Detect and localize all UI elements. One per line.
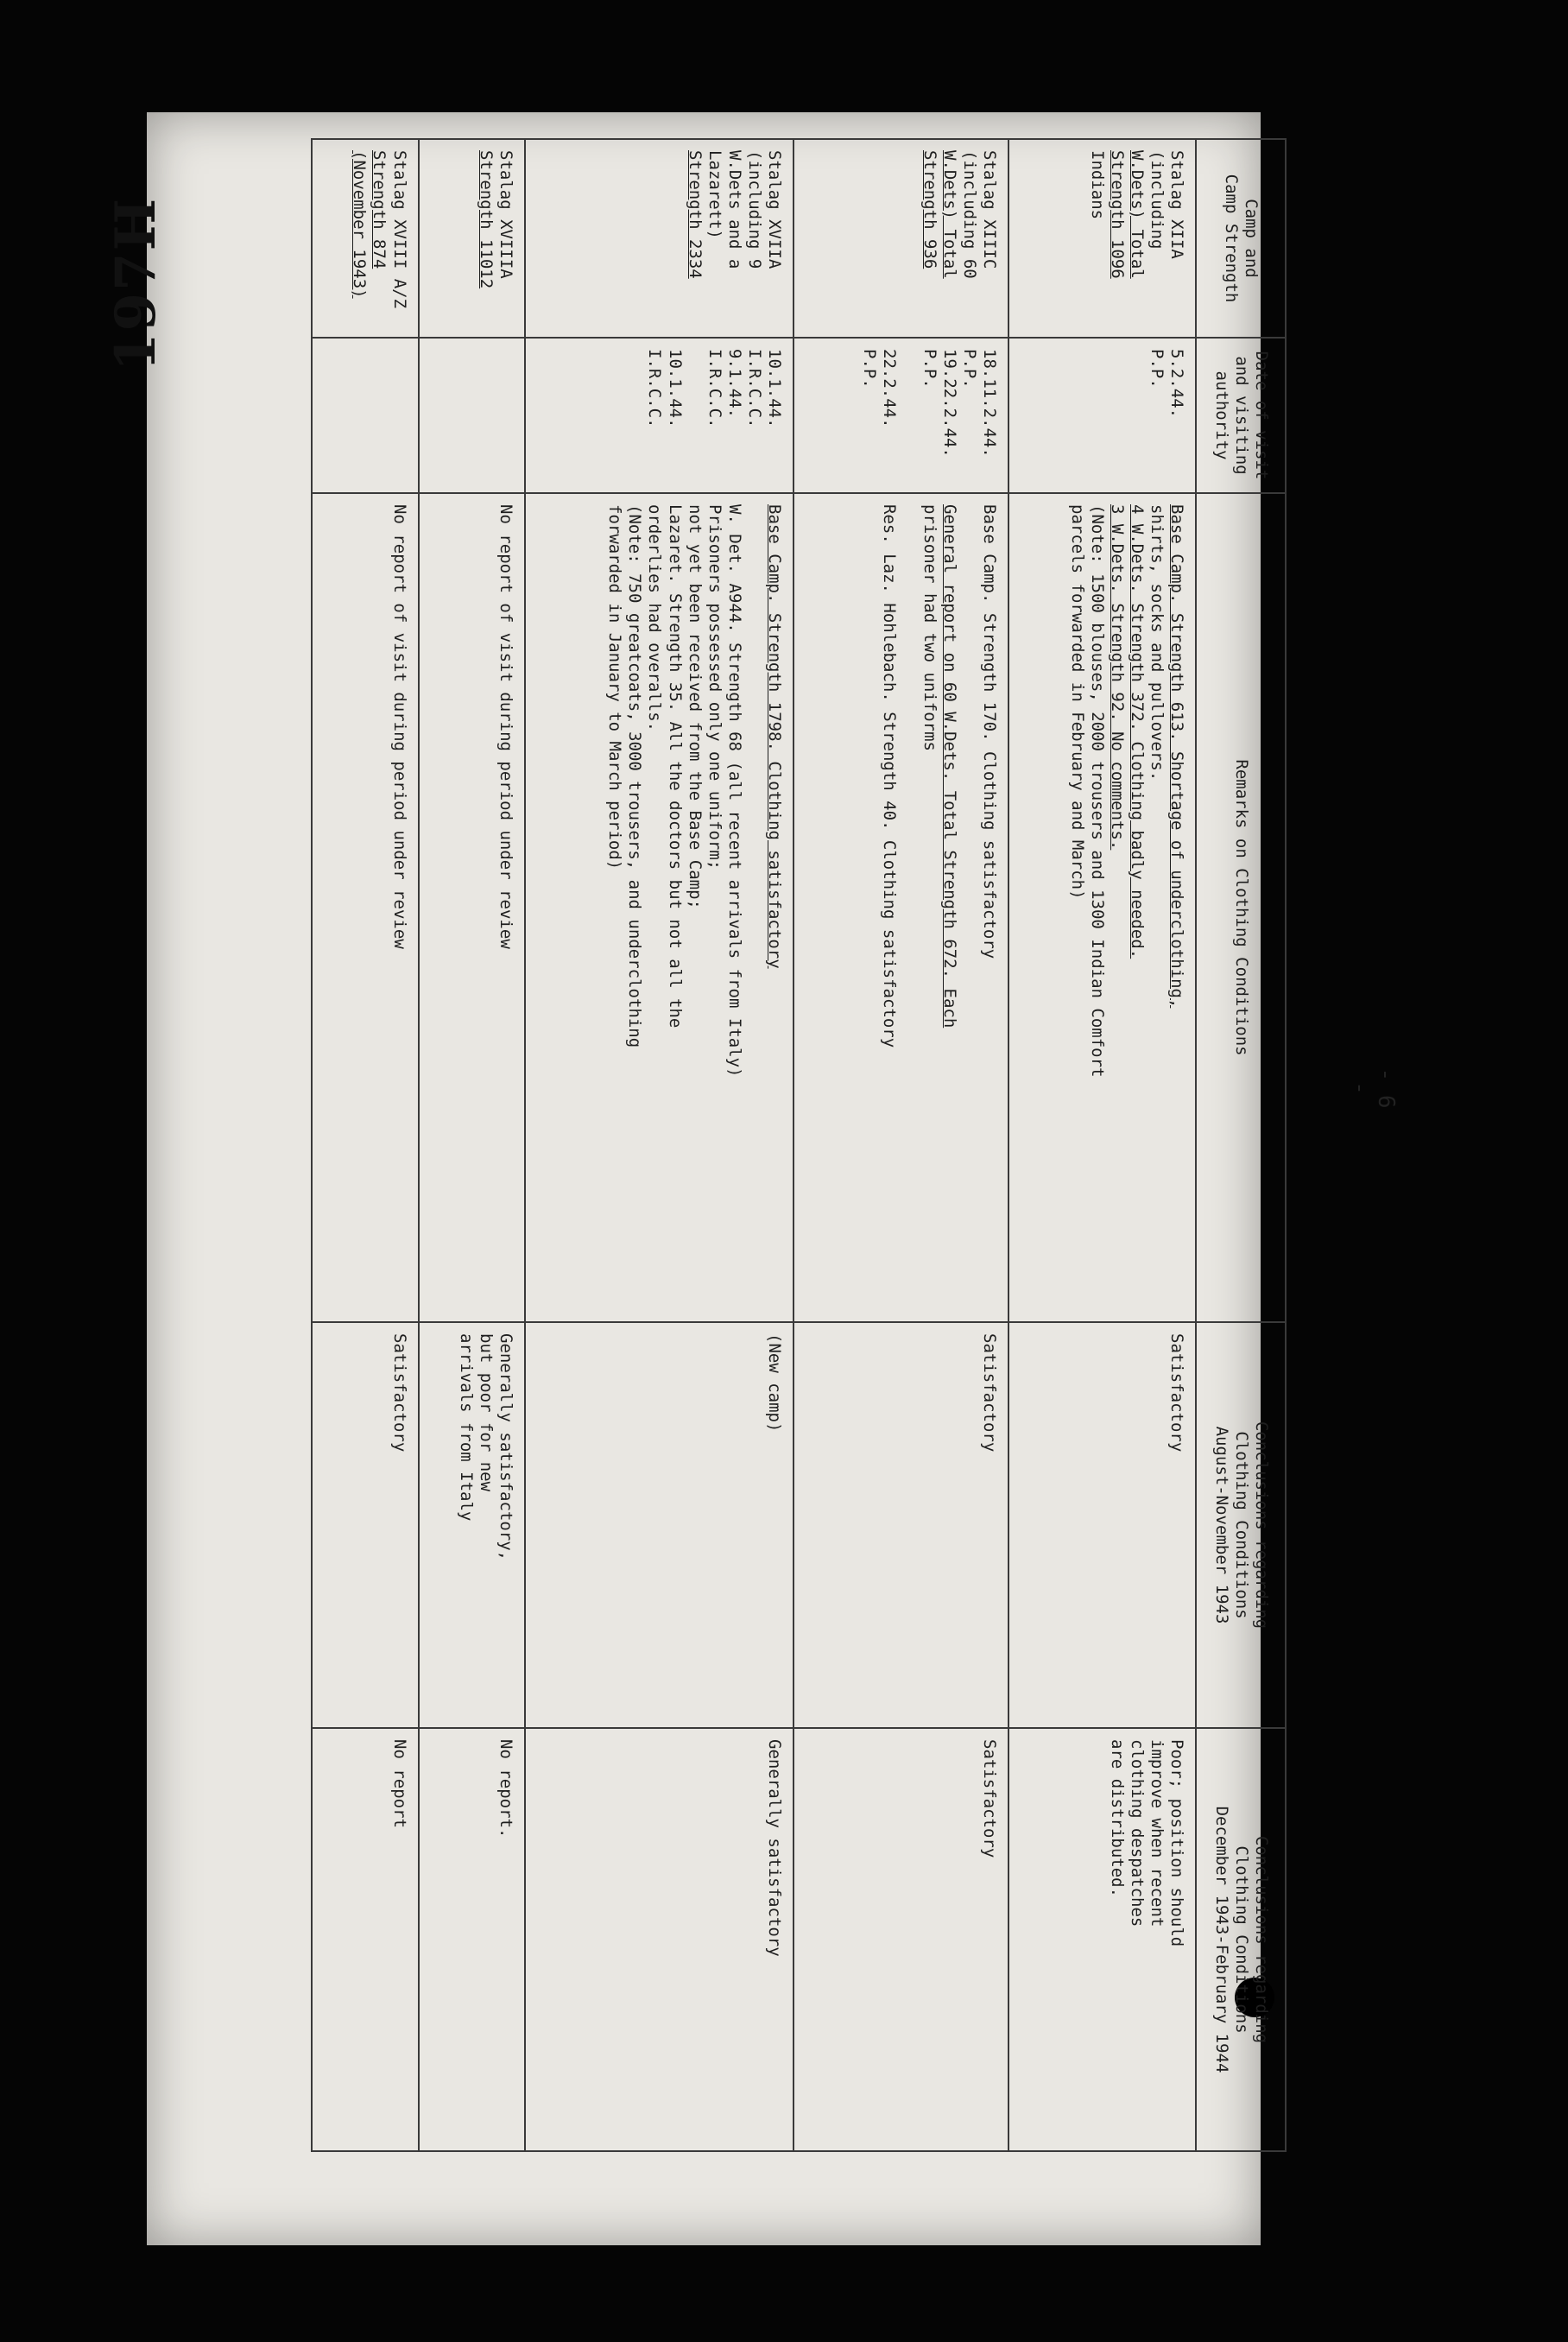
remarks-cell-line: prisoner had two uniforms <box>920 504 939 751</box>
remarks-cell-line: (Note: 1500 blouses, 2000 trousers and 1300 Indian Comfort <box>1087 504 1107 1078</box>
remarks-cell-line: General report on 60 W.Dets. Total Strength 672. Each <box>939 504 959 1029</box>
remarks-cell-line <box>959 504 979 1311</box>
page-number: - 6 - <box>1347 1067 1399 1109</box>
camp-cell-line: Stalag XIIA <box>1167 150 1187 259</box>
remarks-cell-line <box>744 504 764 1311</box>
camp-cell <box>312 139 419 338</box>
conclusion-dec-feb-cell-line: Satisfactory <box>980 1739 1000 1858</box>
table-row <box>312 139 419 2151</box>
remarks-cell-line: No report of visit during period under review <box>389 504 409 949</box>
conclusion-dec-feb-cell <box>419 1728 526 2151</box>
remarks-cell <box>419 493 526 1322</box>
date-cell-line: I.R.C.C. <box>705 349 724 428</box>
conclusion-dec-feb-cell <box>525 1728 793 2151</box>
remarks-cell-line: Base Camp. Strength 613. Shortage of underclothing, <box>1167 504 1187 1009</box>
conclusion-aug-nov-cell <box>525 1322 793 1728</box>
date-cell-line: 18.11.2.44. <box>980 349 1000 458</box>
date-cell <box>312 338 419 493</box>
camp-cell-line: W.Dets) Total <box>939 150 959 279</box>
conclusion-dec-feb-cell <box>1008 1728 1196 2151</box>
remarks-cell-line: parcels forwarded in February and March) <box>1067 504 1087 900</box>
header-conclusions-aug-nov: Conclusions regarding Clothing Conditions August-November 1943 <box>1196 1322 1286 1728</box>
camp-cell-line: Lazarett) <box>705 150 724 239</box>
remarks-cell-line: (Note: 750 greatcoats, 3000 trousers, and underclothing <box>625 504 645 1048</box>
date-cell <box>793 338 1008 493</box>
date-cell-line: 10.1.44. <box>665 349 685 428</box>
header-conclusions-dec-feb: Conclusions regarding Clothing Conditions December 1943-February 1944 <box>1196 1728 1286 2151</box>
table-row <box>419 139 526 2151</box>
camp-cell-line: Strength 1096 <box>1107 150 1127 279</box>
remarks-cell-line: Lazaret. Strength 35. All the doctors but not all the <box>665 504 685 1029</box>
conclusion-aug-nov-cell-line: Generally satisfactory, <box>496 1333 516 1561</box>
remarks-cell <box>525 493 793 1322</box>
camp-cell-line: Strength 936 <box>920 150 939 269</box>
remarks-cell-line: shirts, socks and pullovers. <box>1148 504 1167 782</box>
date-cell-line: 5.2.44. <box>1167 349 1187 419</box>
remarks-cell <box>1008 493 1196 1322</box>
remarks-cell-line: Prisoners possessed only one uniform; <box>705 504 724 870</box>
remarks-cell <box>793 493 1008 1322</box>
camp-cell <box>1008 139 1196 338</box>
date-cell <box>1008 338 1196 493</box>
conclusion-dec-feb-cell-line: No report <box>389 1739 409 1828</box>
camp-cell-line: W.Dets) Total <box>1128 150 1148 279</box>
header-row <box>1196 139 1286 2151</box>
conclusion-aug-nov-cell <box>312 1322 419 1728</box>
date-cell-line: 9.1.44. <box>725 349 745 419</box>
header-date: Date of visit and visiting authority <box>1196 338 1286 493</box>
camp-cell-line: Strength 11012 <box>476 150 496 289</box>
handwritten-page-number: 197H <box>104 196 168 371</box>
table-row <box>793 139 1008 2151</box>
date-cell-line: P.P. <box>959 349 979 389</box>
camp-cell <box>793 139 1008 338</box>
remarks-cell-line <box>899 504 919 1311</box>
header-remarks: Remarks on Clothing Conditions <box>1196 493 1286 1322</box>
date-cell-line: 19.22.2.44. <box>939 349 959 458</box>
date-cell-line: P.P. <box>1148 349 1167 389</box>
camp-cell-line: (including 9 <box>745 150 765 269</box>
date-cell-line: I.R.C.C. <box>645 349 665 428</box>
remarks-cell-line: Res. Laz. Hohlebach. Strength 40. Clothing satisfactory <box>880 504 900 1048</box>
remarks-cell-line: Base Camp. Strength 1798. Clothing satisfactory <box>765 504 785 969</box>
camp-cell-line: Strength 874 <box>370 150 389 269</box>
remarks-cell <box>312 493 419 1322</box>
remarks-cell-line: forwarded in January to March period) <box>605 504 625 870</box>
camp-cell-line: W.Dets and a <box>725 150 745 269</box>
conclusion-dec-feb-cell-line: Generally satisfactory <box>765 1739 785 1957</box>
conclusion-dec-feb-cell <box>793 1728 1008 2151</box>
date-cell-line: P.P. <box>920 349 939 389</box>
camp-cell <box>525 139 793 338</box>
date-cell <box>419 338 526 493</box>
conclusion-aug-nov-cell-line: but poor for new <box>476 1333 496 1492</box>
remarks-cell-line: orderlies had overalls. <box>645 504 665 732</box>
camp-cell-line: (including 60 <box>959 150 979 279</box>
camp-cell-line: Stalag XVIII A/Z <box>389 150 409 309</box>
date-cell-line: 10.1.44. <box>765 349 785 428</box>
conclusion-dec-feb-cell-line: improve when recent <box>1148 1739 1167 1927</box>
date-cell <box>525 338 793 493</box>
conclusion-aug-nov-cell-line: Satisfactory <box>1167 1333 1187 1453</box>
clothing-conditions-table-wrap <box>311 138 1287 2150</box>
date-cell-line: P.P. <box>860 349 880 389</box>
camp-cell-line: Stalag XVIIA <box>765 150 785 269</box>
conclusion-aug-nov-cell-line: Satisfactory <box>389 1333 409 1453</box>
date-cell-line <box>899 349 919 482</box>
conclusion-dec-feb-cell-line: No report. <box>496 1739 516 1839</box>
conclusion-aug-nov-cell-line: arrivals from Italy <box>456 1333 476 1522</box>
conclusion-dec-feb-cell-line: clothing despatches <box>1128 1739 1148 1927</box>
conclusion-dec-feb-cell-line: Poor; position should <box>1167 1739 1187 1947</box>
remarks-cell-line: W. Det. A944. Strength 68 (all recent arrivals from Italy) <box>725 504 745 1078</box>
conclusion-dec-feb-cell <box>312 1728 419 2151</box>
remarks-cell-line: 3 W.Dets. Strength 92. No comments. <box>1107 504 1127 851</box>
camp-cell <box>419 139 526 338</box>
camp-cell-line: (November 1943) <box>350 150 370 299</box>
header-camp: Camp and Camp Strength <box>1196 139 1286 338</box>
conclusion-aug-nov-cell <box>1008 1322 1196 1728</box>
conclusion-dec-feb-cell-line: are distributed. <box>1107 1739 1127 1898</box>
remarks-cell-line: not yet been received from the Base Camp; <box>685 504 705 909</box>
clothing-conditions-table <box>311 138 1287 2152</box>
camp-cell-line: Stalag XIIIC <box>980 150 1000 269</box>
date-cell-line <box>685 349 705 482</box>
table-row <box>525 139 793 2151</box>
camp-cell-line: Strength 2334 <box>685 150 705 279</box>
date-cell-line: I.R.C.C. <box>745 349 765 428</box>
conclusion-aug-nov-cell-line: Satisfactory <box>980 1333 1000 1453</box>
remarks-cell-line: 4 W.Dets. Strength 372. Clothing badly needed. <box>1128 504 1148 959</box>
camp-cell-line: Indians <box>1087 150 1107 220</box>
conclusion-aug-nov-cell <box>793 1322 1008 1728</box>
camp-cell-line: Stalag XVIIIA <box>496 150 516 279</box>
date-cell-line: 22.2.44. <box>880 349 900 428</box>
conclusion-aug-nov-cell-line: (New camp) <box>765 1333 785 1433</box>
remarks-cell-line: Base Camp. Strength 170. Clothing satisfactory <box>980 504 1000 959</box>
table-row <box>1008 139 1196 2151</box>
camp-cell-line: (including <box>1148 150 1167 250</box>
conclusion-aug-nov-cell <box>419 1322 526 1728</box>
remarks-cell-line: No report of visit during period under review <box>496 504 516 949</box>
